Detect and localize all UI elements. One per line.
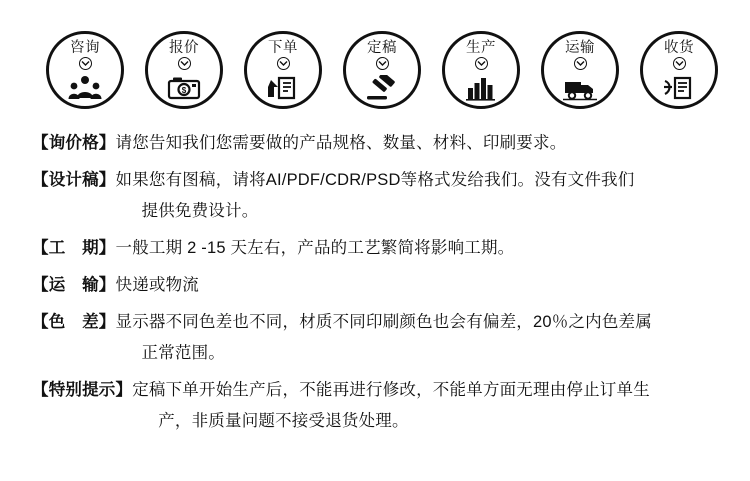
note-line: 显示器不同色差也不同，材质不同印刷颜色也会有偏差，20％之内色差属 [115, 313, 652, 331]
note-body [116, 233, 515, 264]
step-label: 下单 [268, 40, 298, 56]
step-label: 咨询 [70, 40, 100, 56]
note-item [32, 375, 732, 437]
note-line: 如果您有图稿，请将AI/PDF/CDR/PSD等格式发给我们。没有文件我们 [115, 171, 635, 189]
step-label: 收货 [664, 40, 694, 56]
money-camera-icon [167, 71, 201, 101]
note-body [116, 165, 635, 227]
note-body [116, 307, 652, 369]
process-step-finalize[interactable] [343, 31, 421, 109]
note-item [32, 165, 732, 227]
note-line: 定稿下单开始生产后，不能再进行修改，不能单方面无理由停止订单生 [132, 381, 650, 399]
note-line: 请您告知我们您需要做的产品规格、数量、材料、印刷要求。 [115, 134, 567, 152]
process-step-flow [46, 24, 718, 116]
receive-package-icon [662, 71, 696, 101]
gavel-approve-icon [365, 71, 399, 101]
chevron-down-icon [574, 57, 587, 70]
chevron-down-icon [376, 57, 389, 70]
process-step-receive[interactable] [640, 31, 718, 109]
note-item [32, 233, 732, 264]
note-body [132, 375, 650, 437]
note-line: 一般工期 2 -15 天左右，产品的工艺繁简将影响工期。 [115, 239, 515, 257]
note-tag: 【运 输】 [32, 276, 116, 294]
step-label: 定稿 [367, 40, 397, 56]
process-step-order[interactable] [244, 31, 322, 109]
note-body [116, 270, 200, 301]
note-item [32, 307, 732, 369]
factory-production-icon [464, 71, 498, 101]
delivery-truck-icon [563, 71, 597, 101]
note-item [32, 270, 732, 301]
note-tag: 【询价格】 [32, 134, 116, 152]
note-tag: 【色 差】 [32, 313, 116, 331]
process-step-quote[interactable] [145, 31, 223, 109]
note-line: 快递或物流 [115, 276, 199, 294]
note-line: 提供免费设计。 [141, 202, 259, 220]
step-label: 运输 [565, 40, 595, 56]
chevron-down-icon [277, 57, 290, 70]
note-body [116, 128, 567, 159]
chevron-down-icon [178, 57, 191, 70]
chevron-down-icon [673, 57, 686, 70]
note-line: 产，非质量问题不接受退货处理。 [158, 412, 409, 430]
order-notes-list [32, 128, 732, 443]
process-step-production[interactable] [442, 31, 520, 109]
consult-people-icon [68, 71, 102, 101]
note-tag: 【工 期】 [32, 239, 116, 257]
step-label: 报价 [169, 40, 199, 56]
note-tag: 【设计稿】 [32, 171, 116, 189]
order-document-icon [266, 71, 300, 101]
chevron-down-icon [475, 57, 488, 70]
note-item [32, 128, 732, 159]
note-tag: 【特别提示】 [32, 381, 133, 399]
process-step-shipping[interactable] [541, 31, 619, 109]
note-line: 正常范围。 [141, 344, 225, 362]
step-label: 生产 [466, 40, 496, 56]
svg-text:$: $ [181, 86, 187, 95]
process-step-consult[interactable] [46, 31, 124, 109]
chevron-down-icon [79, 57, 92, 70]
